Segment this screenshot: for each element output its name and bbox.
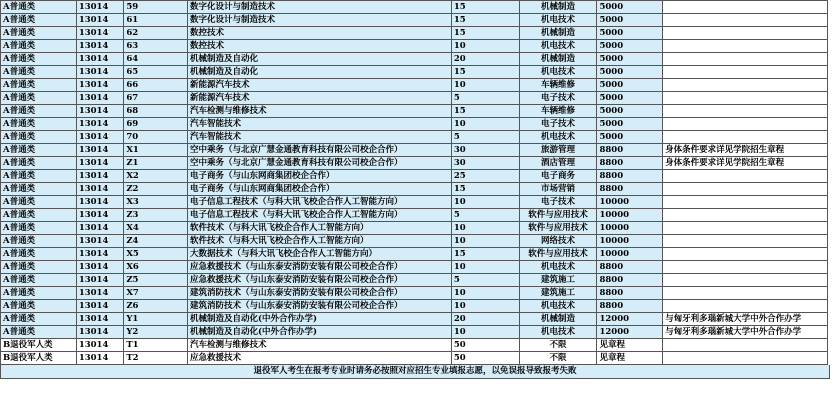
note-cell[interactable] bbox=[663, 1, 828, 14]
plan-count-cell[interactable]: 50 bbox=[451, 352, 519, 365]
major-name-cell[interactable]: 数控技术 bbox=[188, 27, 452, 40]
major-name-cell[interactable]: 汽车智能技术 bbox=[188, 131, 452, 144]
fee-cell[interactable]: 5000 bbox=[597, 105, 663, 118]
code-cell[interactable]: 13014 bbox=[76, 209, 124, 222]
major-name-cell[interactable]: 机械制造及自动化(中外合作办学) bbox=[188, 313, 452, 326]
major-code-cell[interactable]: 64 bbox=[124, 53, 188, 66]
major-name-cell[interactable]: 电子商务（与山东网商集团校企合作） bbox=[188, 183, 452, 196]
category-cell[interactable]: A普通类 bbox=[1, 118, 77, 131]
category-cell[interactable]: A普通类 bbox=[1, 183, 77, 196]
school-major-cell[interactable]: 机电技术 bbox=[519, 66, 597, 79]
note-cell[interactable] bbox=[663, 131, 828, 144]
school-major-cell[interactable]: 机械制造 bbox=[519, 313, 597, 326]
code-cell[interactable]: 13014 bbox=[76, 287, 124, 300]
code-cell[interactable]: 13014 bbox=[76, 105, 124, 118]
table-row bbox=[1, 170, 828, 183]
table-row bbox=[1, 27, 828, 40]
note-cell[interactable] bbox=[663, 222, 828, 235]
major-code-cell[interactable]: 62 bbox=[124, 27, 188, 40]
code-cell[interactable]: 13014 bbox=[76, 313, 124, 326]
code-cell[interactable]: 13014 bbox=[76, 27, 124, 40]
fee-cell[interactable]: 8800 bbox=[597, 170, 663, 183]
category-cell[interactable]: B退役军人类 bbox=[1, 339, 77, 352]
category-cell[interactable]: A普通类 bbox=[1, 66, 77, 79]
code-cell[interactable]: 13014 bbox=[76, 248, 124, 261]
fee-cell[interactable]: 见章程 bbox=[597, 339, 663, 352]
code-cell[interactable]: 13014 bbox=[76, 261, 124, 274]
code-cell[interactable]: 13014 bbox=[76, 222, 124, 235]
category-cell[interactable]: A普通类 bbox=[1, 287, 77, 300]
fee-cell[interactable]: 8800 bbox=[597, 287, 663, 300]
table-row bbox=[1, 131, 828, 144]
table-row bbox=[1, 118, 828, 131]
major-name-cell[interactable]: 数控技术 bbox=[188, 40, 452, 53]
plan-count-cell[interactable]: 15 bbox=[451, 105, 519, 118]
table-row bbox=[1, 261, 828, 274]
fee-cell[interactable]: 10000 bbox=[597, 235, 663, 248]
major-name-cell[interactable]: 电子信息工程技术（与科大讯飞校企合作人工智能方向） bbox=[188, 196, 452, 209]
note-cell[interactable] bbox=[663, 14, 828, 27]
major-name-cell[interactable]: 建筑消防技术（与山东泰安消防安装有限公司校企合作） bbox=[188, 287, 452, 300]
major-name-cell[interactable]: 新能源汽车技术 bbox=[188, 79, 452, 92]
code-cell[interactable]: 13014 bbox=[76, 53, 124, 66]
category-cell[interactable]: A普通类 bbox=[1, 170, 77, 183]
fee-cell[interactable]: 8800 bbox=[597, 183, 663, 196]
major-code-cell[interactable]: X2 bbox=[124, 170, 188, 183]
category-cell[interactable]: A普通类 bbox=[1, 131, 77, 144]
fee-cell[interactable]: 10000 bbox=[597, 209, 663, 222]
school-major-cell[interactable]: 车辆维修 bbox=[519, 105, 597, 118]
plan-count-cell[interactable]: 5 bbox=[451, 209, 519, 222]
category-cell[interactable]: A普通类 bbox=[1, 92, 77, 105]
table-row bbox=[1, 196, 828, 209]
major-code-cell[interactable]: Z5 bbox=[124, 274, 188, 287]
note-cell[interactable]: 与匈牙利多瑙新城大学中外合作办学 bbox=[663, 313, 828, 326]
fee-cell[interactable]: 10000 bbox=[597, 248, 663, 261]
plan-count-cell[interactable]: 15 bbox=[451, 27, 519, 40]
major-name-cell[interactable]: 软件技术（与科大讯飞校企合作人工智能方向） bbox=[188, 222, 452, 235]
plan-count-cell[interactable]: 25 bbox=[451, 170, 519, 183]
plan-count-cell[interactable]: 10 bbox=[451, 196, 519, 209]
category-cell[interactable]: A普通类 bbox=[1, 300, 77, 313]
fee-cell[interactable]: 见章程 bbox=[597, 352, 663, 365]
school-major-cell[interactable]: 软件与应用技术 bbox=[519, 248, 597, 261]
note-cell[interactable] bbox=[663, 274, 828, 287]
note-cell[interactable] bbox=[663, 300, 828, 313]
note-cell[interactable] bbox=[663, 79, 828, 92]
note-cell[interactable]: 身体条件要求详见学院招生章程 bbox=[663, 144, 828, 157]
plan-count-cell[interactable]: 15 bbox=[451, 248, 519, 261]
plan-count-cell[interactable]: 10 bbox=[451, 222, 519, 235]
major-name-cell[interactable]: 数字化设计与制造技术 bbox=[188, 1, 452, 14]
code-cell[interactable]: 13014 bbox=[76, 326, 124, 339]
major-code-cell[interactable]: 59 bbox=[124, 1, 188, 14]
major-name-cell[interactable]: 应急救援技术 bbox=[188, 352, 452, 365]
category-cell[interactable]: A普通类 bbox=[1, 144, 77, 157]
code-cell[interactable]: 13014 bbox=[76, 274, 124, 287]
plan-count-cell[interactable]: 5 bbox=[451, 274, 519, 287]
fee-cell[interactable]: 5000 bbox=[597, 40, 663, 53]
major-code-cell[interactable]: 69 bbox=[124, 118, 188, 131]
major-name-cell[interactable]: 空中乘务（与北京广慧金通教育科技有限公司校企合作） bbox=[188, 144, 452, 157]
fee-cell[interactable]: 12000 bbox=[597, 326, 663, 339]
school-major-cell[interactable]: 机电技术 bbox=[519, 326, 597, 339]
code-cell[interactable]: 13014 bbox=[76, 196, 124, 209]
fee-cell[interactable]: 5000 bbox=[597, 92, 663, 105]
table-row bbox=[1, 183, 828, 196]
code-cell[interactable]: 13014 bbox=[76, 183, 124, 196]
plan-count-cell[interactable]: 20 bbox=[451, 53, 519, 66]
plan-count-cell[interactable]: 10 bbox=[451, 326, 519, 339]
category-cell[interactable]: A普通类 bbox=[1, 27, 77, 40]
table-row bbox=[1, 222, 828, 235]
category-cell[interactable]: A普通类 bbox=[1, 261, 77, 274]
major-name-cell[interactable]: 应急救援技术（与山东泰安消防安装有限公司校企合作） bbox=[188, 261, 452, 274]
note-cell[interactable] bbox=[663, 40, 828, 53]
category-cell[interactable]: A普通类 bbox=[1, 40, 77, 53]
code-cell[interactable]: 13014 bbox=[76, 300, 124, 313]
plan-count-cell[interactable]: 5 bbox=[451, 131, 519, 144]
major-name-cell[interactable]: 机械制造及自动化(中外合作办学) bbox=[188, 326, 452, 339]
note-cell[interactable] bbox=[663, 209, 828, 222]
school-major-cell[interactable]: 建筑施工 bbox=[519, 274, 597, 287]
plan-count-cell[interactable]: 5 bbox=[451, 92, 519, 105]
category-cell[interactable]: A普通类 bbox=[1, 235, 77, 248]
major-code-cell[interactable]: 67 bbox=[124, 92, 188, 105]
major-code-cell[interactable]: X4 bbox=[124, 222, 188, 235]
category-cell[interactable]: B退役军人类 bbox=[1, 352, 77, 365]
school-major-cell[interactable]: 机电技术 bbox=[519, 300, 597, 313]
major-code-cell[interactable]: 70 bbox=[124, 131, 188, 144]
code-cell[interactable]: 13014 bbox=[76, 1, 124, 14]
school-major-cell[interactable]: 市场营销 bbox=[519, 183, 597, 196]
fee-cell[interactable]: 5000 bbox=[597, 14, 663, 27]
note-cell[interactable] bbox=[663, 196, 828, 209]
fee-cell[interactable]: 5000 bbox=[597, 53, 663, 66]
fee-cell[interactable]: 10000 bbox=[597, 222, 663, 235]
school-major-cell[interactable]: 网络技术 bbox=[519, 235, 597, 248]
major-code-cell[interactable]: 63 bbox=[124, 40, 188, 53]
major-name-cell[interactable]: 机械制造及自动化 bbox=[188, 66, 452, 79]
major-name-cell[interactable]: 电子商务（与山东网商集团校企合作） bbox=[188, 170, 452, 183]
school-major-cell[interactable]: 软件与应用技术 bbox=[519, 222, 597, 235]
major-code-cell[interactable]: X7 bbox=[124, 287, 188, 300]
school-major-cell[interactable]: 不限 bbox=[519, 352, 597, 365]
school-major-cell[interactable]: 酒店管理 bbox=[519, 157, 597, 170]
table-row bbox=[1, 352, 828, 365]
table-row bbox=[1, 339, 828, 352]
note-cell[interactable]: 身体条件要求详见学院招生章程 bbox=[663, 157, 828, 170]
school-major-cell[interactable]: 电子技术 bbox=[519, 92, 597, 105]
fee-cell[interactable]: 8800 bbox=[597, 157, 663, 170]
note-cell[interactable] bbox=[663, 352, 828, 365]
note-cell[interactable]: 与匈牙利多瑙新城大学中外合作办学 bbox=[663, 326, 828, 339]
fee-cell[interactable]: 5000 bbox=[597, 1, 663, 14]
school-major-cell[interactable]: 机电技术 bbox=[519, 131, 597, 144]
plan-count-cell[interactable]: 30 bbox=[451, 144, 519, 157]
note-cell[interactable] bbox=[663, 105, 828, 118]
table-row bbox=[1, 157, 828, 170]
fee-cell[interactable]: 10000 bbox=[597, 196, 663, 209]
plan-count-cell[interactable]: 10 bbox=[451, 287, 519, 300]
code-cell[interactable]: 13014 bbox=[76, 339, 124, 352]
major-code-cell[interactable]: Z2 bbox=[124, 183, 188, 196]
note-cell[interactable] bbox=[663, 92, 828, 105]
school-major-cell[interactable]: 机电技术 bbox=[519, 261, 597, 274]
category-cell[interactable]: A普通类 bbox=[1, 14, 77, 27]
major-name-cell[interactable]: 汽车检测与维修技术 bbox=[188, 105, 452, 118]
note-cell[interactable] bbox=[663, 339, 828, 352]
plan-count-cell[interactable]: 15 bbox=[451, 66, 519, 79]
major-name-cell[interactable]: 新能源汽车技术 bbox=[188, 92, 452, 105]
fee-cell[interactable]: 5000 bbox=[597, 27, 663, 40]
table-row bbox=[1, 326, 828, 339]
major-name-cell[interactable]: 大数据技术（与科大讯飞校企合作人工智能方向） bbox=[188, 248, 452, 261]
table-row bbox=[1, 313, 828, 326]
school-major-cell[interactable]: 电子技术 bbox=[519, 196, 597, 209]
major-code-cell[interactable]: Z1 bbox=[124, 157, 188, 170]
note-cell[interactable] bbox=[663, 183, 828, 196]
table-row bbox=[1, 53, 828, 66]
table-row bbox=[1, 66, 828, 79]
code-cell[interactable]: 13014 bbox=[76, 118, 124, 131]
table-row bbox=[1, 40, 828, 53]
school-major-cell[interactable]: 机械制造 bbox=[519, 27, 597, 40]
category-cell[interactable]: A普通类 bbox=[1, 196, 77, 209]
school-major-cell[interactable]: 不限 bbox=[519, 339, 597, 352]
note-cell[interactable] bbox=[663, 287, 828, 300]
plan-count-cell[interactable]: 30 bbox=[451, 157, 519, 170]
table-row bbox=[1, 144, 828, 157]
category-cell[interactable]: A普通类 bbox=[1, 222, 77, 235]
category-cell[interactable]: A普通类 bbox=[1, 326, 77, 339]
code-cell[interactable]: 13014 bbox=[76, 14, 124, 27]
school-major-cell[interactable]: 电子技术 bbox=[519, 118, 597, 131]
fee-cell[interactable]: 5000 bbox=[597, 118, 663, 131]
major-code-cell[interactable]: 61 bbox=[124, 14, 188, 27]
major-name-cell[interactable]: 汽车智能技术 bbox=[188, 118, 452, 131]
footer-note: 退役军人考生在报考专业时请务必按照对应招生专业填报志愿，以免误报导致报考失败 bbox=[0, 365, 830, 379]
code-cell[interactable]: 13014 bbox=[76, 92, 124, 105]
table-row bbox=[1, 92, 828, 105]
major-code-cell[interactable]: X1 bbox=[124, 144, 188, 157]
category-cell[interactable]: A普通类 bbox=[1, 157, 77, 170]
plan-count-cell[interactable]: 15 bbox=[451, 1, 519, 14]
fee-cell[interactable]: 8800 bbox=[597, 261, 663, 274]
plan-count-cell[interactable]: 50 bbox=[451, 339, 519, 352]
major-code-cell[interactable]: T1 bbox=[124, 339, 188, 352]
plan-count-cell[interactable]: 10 bbox=[451, 261, 519, 274]
table-row bbox=[1, 274, 828, 287]
fee-cell[interactable]: 8800 bbox=[597, 144, 663, 157]
category-cell[interactable]: A普通类 bbox=[1, 79, 77, 92]
table-row bbox=[1, 248, 828, 261]
code-cell[interactable]: 13014 bbox=[76, 157, 124, 170]
plan-count-cell[interactable]: 10 bbox=[451, 40, 519, 53]
plan-count-cell[interactable]: 10 bbox=[451, 118, 519, 131]
major-code-cell[interactable]: 66 bbox=[124, 79, 188, 92]
code-cell[interactable]: 13014 bbox=[76, 235, 124, 248]
school-major-cell[interactable]: 车辆维修 bbox=[519, 79, 597, 92]
note-cell[interactable] bbox=[663, 235, 828, 248]
code-cell[interactable]: 13014 bbox=[76, 144, 124, 157]
major-name-cell[interactable]: 汽车检测与维修技术 bbox=[188, 339, 452, 352]
category-cell[interactable]: A普通类 bbox=[1, 248, 77, 261]
category-cell[interactable]: A普通类 bbox=[1, 274, 77, 287]
plan-count-cell[interactable]: 20 bbox=[451, 313, 519, 326]
major-name-cell[interactable]: 建筑消防技术（与山东泰安消防安装有限公司校企合作） bbox=[188, 300, 452, 313]
plan-count-cell[interactable]: 10 bbox=[451, 79, 519, 92]
major-name-cell[interactable]: 数字化设计与制造技术 bbox=[188, 14, 452, 27]
table-row bbox=[1, 79, 828, 92]
school-major-cell[interactable]: 机电技术 bbox=[519, 14, 597, 27]
table-row bbox=[1, 105, 828, 118]
plan-count-cell[interactable]: 10 bbox=[451, 300, 519, 313]
table-row bbox=[1, 209, 828, 222]
plan-count-cell[interactable]: 10 bbox=[451, 235, 519, 248]
major-name-cell[interactable]: 机械制造及自动化 bbox=[188, 53, 452, 66]
plan-count-cell[interactable]: 15 bbox=[451, 14, 519, 27]
code-cell[interactable]: 13014 bbox=[76, 352, 124, 365]
major-name-cell[interactable]: 空中乘务（与北京广慧金通教育科技有限公司校企合作） bbox=[188, 157, 452, 170]
major-code-cell[interactable]: X6 bbox=[124, 261, 188, 274]
note-cell[interactable] bbox=[663, 53, 828, 66]
fee-cell[interactable]: 8800 bbox=[597, 274, 663, 287]
school-major-cell[interactable]: 建筑施工 bbox=[519, 287, 597, 300]
note-cell[interactable] bbox=[663, 261, 828, 274]
major-code-cell[interactable]: Z4 bbox=[124, 235, 188, 248]
code-cell[interactable]: 13014 bbox=[76, 40, 124, 53]
note-cell[interactable] bbox=[663, 27, 828, 40]
table-row bbox=[1, 287, 828, 300]
category-cell[interactable]: A普通类 bbox=[1, 209, 77, 222]
school-major-cell[interactable]: 旅游管理 bbox=[519, 144, 597, 157]
school-major-cell[interactable]: 机械制造 bbox=[519, 1, 597, 14]
major-code-cell[interactable]: Z6 bbox=[124, 300, 188, 313]
note-cell[interactable] bbox=[663, 170, 828, 183]
table-row bbox=[1, 235, 828, 248]
fee-cell[interactable]: 8800 bbox=[597, 300, 663, 313]
plan-count-cell[interactable]: 15 bbox=[451, 183, 519, 196]
major-name-cell[interactable]: 电子信息工程技术（与科大讯飞校企合作人工智能方向） bbox=[188, 209, 452, 222]
note-cell[interactable] bbox=[663, 66, 828, 79]
school-major-cell[interactable]: 软件与应用技术 bbox=[519, 209, 597, 222]
fee-cell[interactable]: 5000 bbox=[597, 79, 663, 92]
note-cell[interactable] bbox=[663, 248, 828, 261]
table-row bbox=[1, 300, 828, 313]
table-row bbox=[1, 14, 828, 27]
fee-cell[interactable]: 5000 bbox=[597, 66, 663, 79]
major-code-cell[interactable]: Z3 bbox=[124, 209, 188, 222]
code-cell[interactable]: 13014 bbox=[76, 170, 124, 183]
major-code-cell[interactable]: Y2 bbox=[124, 326, 188, 339]
code-cell[interactable]: 13014 bbox=[76, 66, 124, 79]
school-major-cell[interactable]: 机电技术 bbox=[519, 40, 597, 53]
category-cell[interactable]: A普通类 bbox=[1, 53, 77, 66]
major-name-cell[interactable]: 应急救援技术（与山东泰安消防安装有限公司校企合作） bbox=[188, 274, 452, 287]
note-cell[interactable] bbox=[663, 118, 828, 131]
category-cell[interactable]: A普通类 bbox=[1, 1, 77, 14]
major-name-cell[interactable]: 软件技术（与科大讯飞校企合作人工智能方向） bbox=[188, 235, 452, 248]
major-code-cell[interactable]: X3 bbox=[124, 196, 188, 209]
major-code-cell[interactable]: 65 bbox=[124, 66, 188, 79]
table-row bbox=[1, 1, 828, 14]
code-cell[interactable]: 13014 bbox=[76, 79, 124, 92]
major-code-cell[interactable]: X5 bbox=[124, 248, 188, 261]
fee-cell[interactable]: 12000 bbox=[597, 313, 663, 326]
school-major-cell[interactable]: 电子商务 bbox=[519, 170, 597, 183]
category-cell[interactable]: A普通类 bbox=[1, 313, 77, 326]
major-code-cell[interactable]: T2 bbox=[124, 352, 188, 365]
major-code-cell[interactable]: Y1 bbox=[124, 313, 188, 326]
major-code-cell[interactable]: 68 bbox=[124, 105, 188, 118]
code-cell[interactable]: 13014 bbox=[76, 131, 124, 144]
fee-cell[interactable]: 5000 bbox=[597, 131, 663, 144]
school-major-cell[interactable]: 机械制造 bbox=[519, 53, 597, 66]
category-cell[interactable]: A普通类 bbox=[1, 105, 77, 118]
